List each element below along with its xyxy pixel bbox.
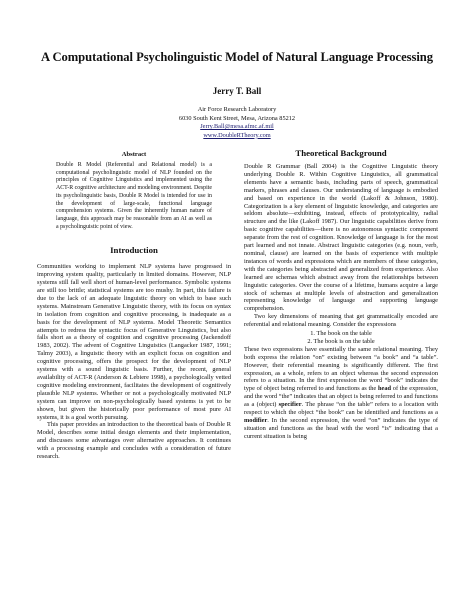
email-link[interactable]: Jerry.Ball@mesa.afmc.af.mil: [200, 123, 274, 131]
example-1: 1. The book on the table: [310, 330, 372, 338]
affiliation-address: 6030 South Kent Street, Mesa, Arizona 85212: [178, 114, 296, 122]
abstract-heading: Abstract: [121, 151, 147, 158]
p3-text-c: of the expression, and the word “the” indicates that an object is being referred to and functions as a (object): [244, 385, 438, 409]
introduction-heading: Introduction: [110, 245, 158, 256]
background-paragraph-2: Two key dimensions of meaning that get grammatically encoded are referential and relational meaning. Consider the expressions: [244, 313, 438, 329]
left-column: [37, 151, 231, 461]
background-heading: Theoretical Background: [295, 148, 387, 158]
abstract-text: Double R Model (Referential and Relational model) is a computational psycholinguistic model of NLP founded on the principles of Cognitive Linguistics and implemented using the ACT-R cognitive architecture and modeling environment. Despite its psycholinguistic basis, Double R Model is intended for use in the development of large-scale, functional language comprehension systems. Given the inherently human nature of language, this approach may be reasonable from an AI as well as a psycholinguistic point of view.: [56, 162, 212, 230]
background-paragraph-3: [244, 346, 438, 441]
term-specifier: specifier: [278, 401, 302, 409]
p3-text-g: . In the second expression, the word “on” indicates the type of situation and functions as the head with the word “is” indicating that a current situation is being: [244, 417, 438, 440]
example-2: 2. The book is on the table: [307, 337, 375, 345]
affiliation-org: Air Force Research Laboratory: [197, 106, 277, 113]
affiliation-block: [0, 106, 474, 140]
paper-title: A Computational Psycholinguistic Model of Natural Language Processing: [41, 50, 433, 64]
term-head: head: [377, 385, 392, 393]
introduction-paragraph-2: This paper provides an introduction to the theoretical basis of Double R Model, describes some initial design elements and their implementation, and discusses some advantages over alternative approaches. It continues with a processing example and concludes with a consideration of future research.: [37, 421, 231, 461]
introduction-paragraph-1: Communities working to implement NLP systems have progressed in improving system quality, particularly in limited domains. However, NLP systems still fall well short of human-level performance. Symbolic systems are still too brittle; statistical systems are too mushy. In part, this failure is due to the lack of an adequate linguistic theory on which to base such systems. Mainstream Generative Linguistic theory, with its focus on syntax in isolation from cognition and cognitive processing, is inadequate as a basis for the development of NLP systems. Model Theoretic Semantics attempts to redress the syntactic focus of Generative Linguistics, but also falls short as a theory of cognition and cognitive processing (Jackendoff 1983, 2002). The advent of Cognitive Linguistics (Langacker 1987, 1991; Talmy 2003), a linguistic theory with an explicit focus on cognition and cognitive processing, offers the prospect for the development of NLP systems with a sound linguistic basis. Further, the recent, general availability of ACT-R (Anderson & Lebiere 1998), a psychologically vetted cognitive modeling environment, facilitates the development of cognitively plausible NLP systems. Whether or not a psychologically motivated NLP system can improve on non-psychologically based systems is yet to be shown, but given the historically poor performance of most pure AI systems, it is a goal worth pursuing.: [37, 263, 231, 421]
website-link[interactable]: www.DoubleRTheory.com: [203, 131, 271, 139]
term-modifier: modifier: [244, 417, 268, 424]
background-paragraph-1: Double R Grammar (Ball 2004) is the Cognitive Linguistic theory underlying Double R. Within Cognitive Linguistics, all grammatical elements have a semantic basis, including parts of speech, grammatical markers, phrases and clauses. Our understanding of language is embodied and based on experience in the world (Lakoff & Johnson, 1980). Categorization is a key element of linguistic knowledge, and categories are seldom absolute—exhibiting, instead, effects of prototypicality, radial structure and the like (Lakoff 1987). Our linguistic capabilities derive from basic cognitive capabilities—there is no autonomous syntactic component separate from the rest of cognition. Knowledge of language is for the most part learned and not innate. Abstract linguistic categories (e.g. noun, verb, nominal, clause) are learned on the basis of experience with multiple instances of words and expressions which are members of these categories, with the categories being abstracted and generalized from experience. Also learned are schemas which abstract away from the relationships between linguistic categories. Over the course of a lifetime, humans acquire a large stock of schemas at multiple levels of abstraction and generalization representing knowledge of language and supporting language comprehension.: [244, 163, 438, 313]
p3-text-a: These two expressions have essentially the same relational meaning. They both express the relation “on” existing between “a book” and “a table”. However, their referential meaning is significantly different. The first expression, as a whole, refers to an object whereas the second expression refers to a situation. In the first expression the word “book” indicates the type of object being referred to and functions as the: [244, 345, 438, 393]
author-name: Jerry T. Ball: [212, 86, 262, 96]
right-column: [244, 148, 438, 441]
p3-text-e: . The phrase “on the table” refers to a location with respect to which the object “the book” can be identified and functions as a: [244, 401, 439, 417]
